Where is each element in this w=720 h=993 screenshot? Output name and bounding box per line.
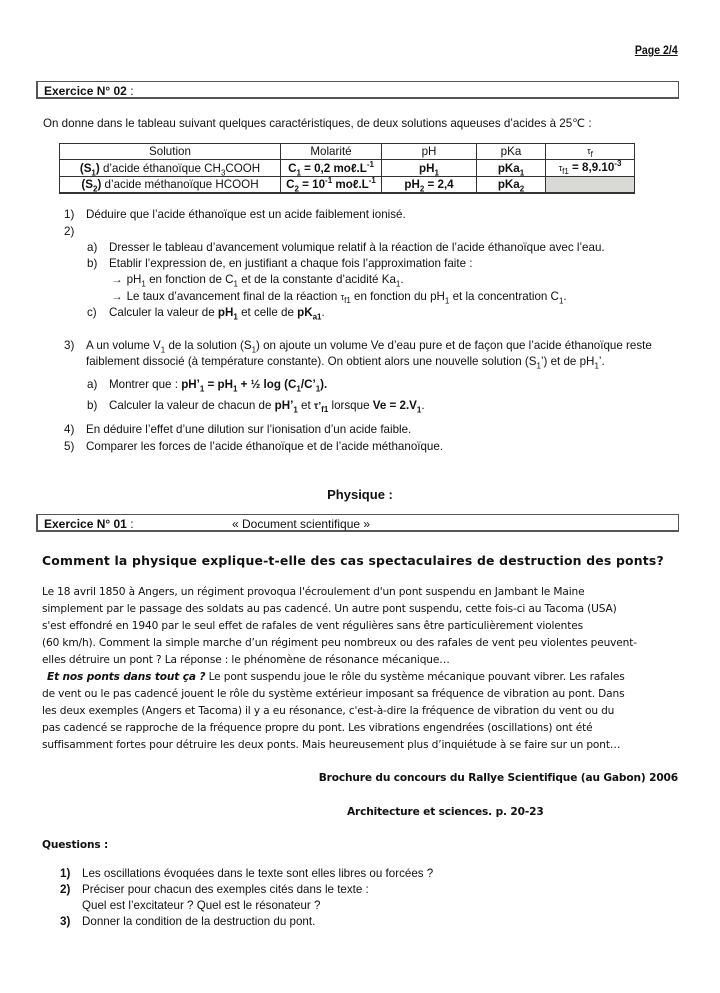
q2b-item-tau: → Le taux d’avancement final de la réaction $\tau_{f1}$ en fonction du $pH_1$ et la concentration $C_1$. bbox=[111, 290, 567, 306]
q5-number: 5) bbox=[64, 440, 75, 453]
q2c-text: Calculer la valeur de $pH_1$ et celle de $pK_{a1}$. bbox=[109, 306, 325, 322]
cell-solution: $(S_1)$ d’acide éthanoïque $CH_3COOH$ bbox=[60, 160, 281, 177]
paragraph1-line: s'est effondré en 1940 par le seul effet de rafales de vent régulières sans être particulièrement violentes bbox=[42, 620, 583, 632]
exercise-02-label: Exercice N° 02 bbox=[44, 84, 127, 98]
col-header-pka: pKa bbox=[477, 144, 546, 160]
q3-text-line2: faiblement dissocié (à température constante). On obtient alors une nouvelle solution $(S_1’)$ et de $pH_1$’. bbox=[86, 355, 605, 371]
q4-number: 4) bbox=[64, 423, 75, 436]
document-headline: Comment la physique explique-t-elle des cas spectaculaires de destruction des ponts? bbox=[42, 553, 664, 568]
paragraph2-line: suffisamment fortes pour détruire les deux ponts. Mais heureusement plus d’inquiétude à se faire sur un pont… bbox=[42, 739, 621, 751]
pq2-number: 2) bbox=[60, 883, 71, 896]
pq3-text: Donner la condition de la destruction du pont. bbox=[82, 915, 316, 928]
q2b-number: b) bbox=[87, 257, 98, 270]
col-header-molarity: Molarité bbox=[281, 144, 382, 160]
paragraph1-line: (60 km/h). Comment la simple marche d’un régiment peu nombreux ou des rafales de vent peu violentes peuvent- bbox=[42, 637, 637, 649]
questions-title: Questions : bbox=[42, 839, 109, 851]
cell-ph: $pH_1$ bbox=[382, 160, 477, 177]
q2a-text: Dresser le tableau d’avancement volumique relatif à la réaction de l’acide éthanoïque avec l’eau. bbox=[109, 241, 605, 254]
cell-solution: $(S_2)$ d’acide méthanoïque HCOOH bbox=[60, 177, 281, 194]
q3-number: 3) bbox=[64, 339, 75, 352]
acid-properties-table bbox=[59, 143, 635, 194]
col-header-solution: Solution bbox=[60, 144, 281, 160]
exercise-01-header bbox=[36, 514, 679, 532]
pq2-text-cont: Quel est l’excitateur ? Quel est le résonateur ? bbox=[82, 899, 321, 912]
paragraph2-lead: Et nos ponts dans tout ça ? bbox=[47, 671, 206, 683]
q2b-item-ph: → $pH_1$ en fonction de $C_1$ et de la constante d’acidité $Ka_1$. bbox=[111, 273, 404, 289]
q2b-text: Etablir l’expression de, en justifiant a chaque fois l’approximation faite : bbox=[109, 257, 473, 270]
paragraph2-line: de vent ou le pas cadencé jouent le rôle du système extérieur imposant sa fréquence de vibration au pont. Dans bbox=[42, 688, 625, 700]
exercise-01-label: Exercice N° 01 bbox=[44, 517, 127, 531]
page-number: Page 2/4 bbox=[635, 43, 678, 57]
q3a-text: Montrer que : $pH’_1 = pH_1$ + ½ $\log (C_1/C’_1)$. bbox=[109, 378, 328, 394]
q3-text-line1: A un volume $V_1$ de la solution $(S_1)$ on ajoute un volume Ve d’eau pure et de façon que l’acide éthanoïque reste bbox=[86, 339, 652, 355]
cell-molarity: $C_2 = 10^{-1}$ $mo\ell.L^{-1}$ bbox=[281, 177, 382, 194]
source-book: Architecture et sciences. p. 20-23 bbox=[347, 806, 544, 818]
cell-molarity: $C_1 = 0,2$ $mo\ell.L^{-1}$ bbox=[281, 160, 382, 177]
q3b-number: b) bbox=[87, 399, 98, 412]
cell-ph: $pH_2 = 2,4$ bbox=[382, 177, 477, 194]
col-header-ph: pH bbox=[382, 144, 477, 160]
q3a-number: a) bbox=[87, 378, 98, 391]
paragraph2-line: pas cadencé se rapproche de la fréquence propre du pont. Les vibrations engendrées (oscillations) ont été bbox=[42, 722, 593, 734]
source-brochure: Brochure du concours du Rallye Scientifique (au Gabon) 2006 bbox=[318, 772, 678, 784]
q2c-number: c) bbox=[87, 306, 97, 319]
table-row bbox=[60, 177, 635, 194]
arrow-icon: → bbox=[111, 273, 123, 286]
exercise-02-intro: On donne dans le tableau suivant quelques caractéristiques, de deux solutions aqueuses d’acides à 25℃ : bbox=[43, 117, 592, 130]
q2a-number: a) bbox=[87, 241, 98, 254]
paragraph1-line: elles détruire un pont ? La réponse : le phénomène de résonance mécanique… bbox=[42, 654, 450, 666]
table-row bbox=[60, 160, 635, 177]
exercise-02-header bbox=[36, 81, 679, 99]
col-header-tau: $\tau_f$ bbox=[546, 144, 635, 160]
table-header-row bbox=[60, 144, 635, 160]
q3b-text: Calculer la valeur de chacun de $pH’_1$ et $\tau’_{f1}$ lorsque $Ve = 2.V_1$. bbox=[109, 399, 425, 415]
cell-pka: pKa$_1$ bbox=[477, 160, 546, 177]
q2-number: 2) bbox=[64, 225, 75, 238]
paragraph2-line: Et nos ponts dans tout ça ? Le pont suspendu joue le rôle du système mécanique pouvant vibrer. Les rafales bbox=[47, 671, 625, 683]
cell-tau-empty bbox=[546, 177, 635, 194]
arrow-icon: → bbox=[111, 290, 123, 303]
pq1-number: 1) bbox=[60, 867, 71, 880]
q4-text: En déduire l’effet d’une dilution sur l’ionisation d’un acide faible. bbox=[86, 423, 412, 436]
pq3-number: 3) bbox=[60, 915, 71, 928]
exercise-01-subtitle: « Document scientifique » bbox=[232, 517, 371, 531]
cell-tau: $\tau_{f1} = 8,9.10^{-3}$ bbox=[546, 160, 635, 177]
exercise-01-colon: : bbox=[126, 517, 134, 531]
physics-section-title: Physique : bbox=[327, 487, 393, 502]
paragraph1-line: Le 18 avril 1850 à Angers, un régiment provoqua l'écroulement d'un pont suspendu en Jambant le Maine bbox=[42, 586, 585, 598]
q5-text: Comparer les forces de l’acide éthanoïque et de l’acide méthanoïque. bbox=[86, 440, 444, 453]
paragraph2-line: les deux exemples (Angers et Tacoma) il y a eu résonance, c'est-à-dire la fréquence de vibration du vent ou du bbox=[42, 705, 615, 717]
exercise-02-colon: : bbox=[126, 84, 134, 98]
q1-text: Déduire que l’acide éthanoïque est un acide faiblement ionisé. bbox=[86, 208, 406, 221]
pq1-text: Les oscillations évoquées dans le texte sont elles libres ou forcées ? bbox=[82, 867, 434, 880]
cell-pka: pKa$_2$ bbox=[477, 177, 546, 194]
pq2-text: Préciser pour chacun des exemples cités dans le texte : bbox=[82, 883, 369, 896]
q1-number: 1) bbox=[64, 208, 75, 221]
paragraph1-line: simplement par le passage des soldats au pas cadencé. Un autre pont suspendu, cette fois-ci au Tacoma (USA) bbox=[42, 603, 617, 615]
